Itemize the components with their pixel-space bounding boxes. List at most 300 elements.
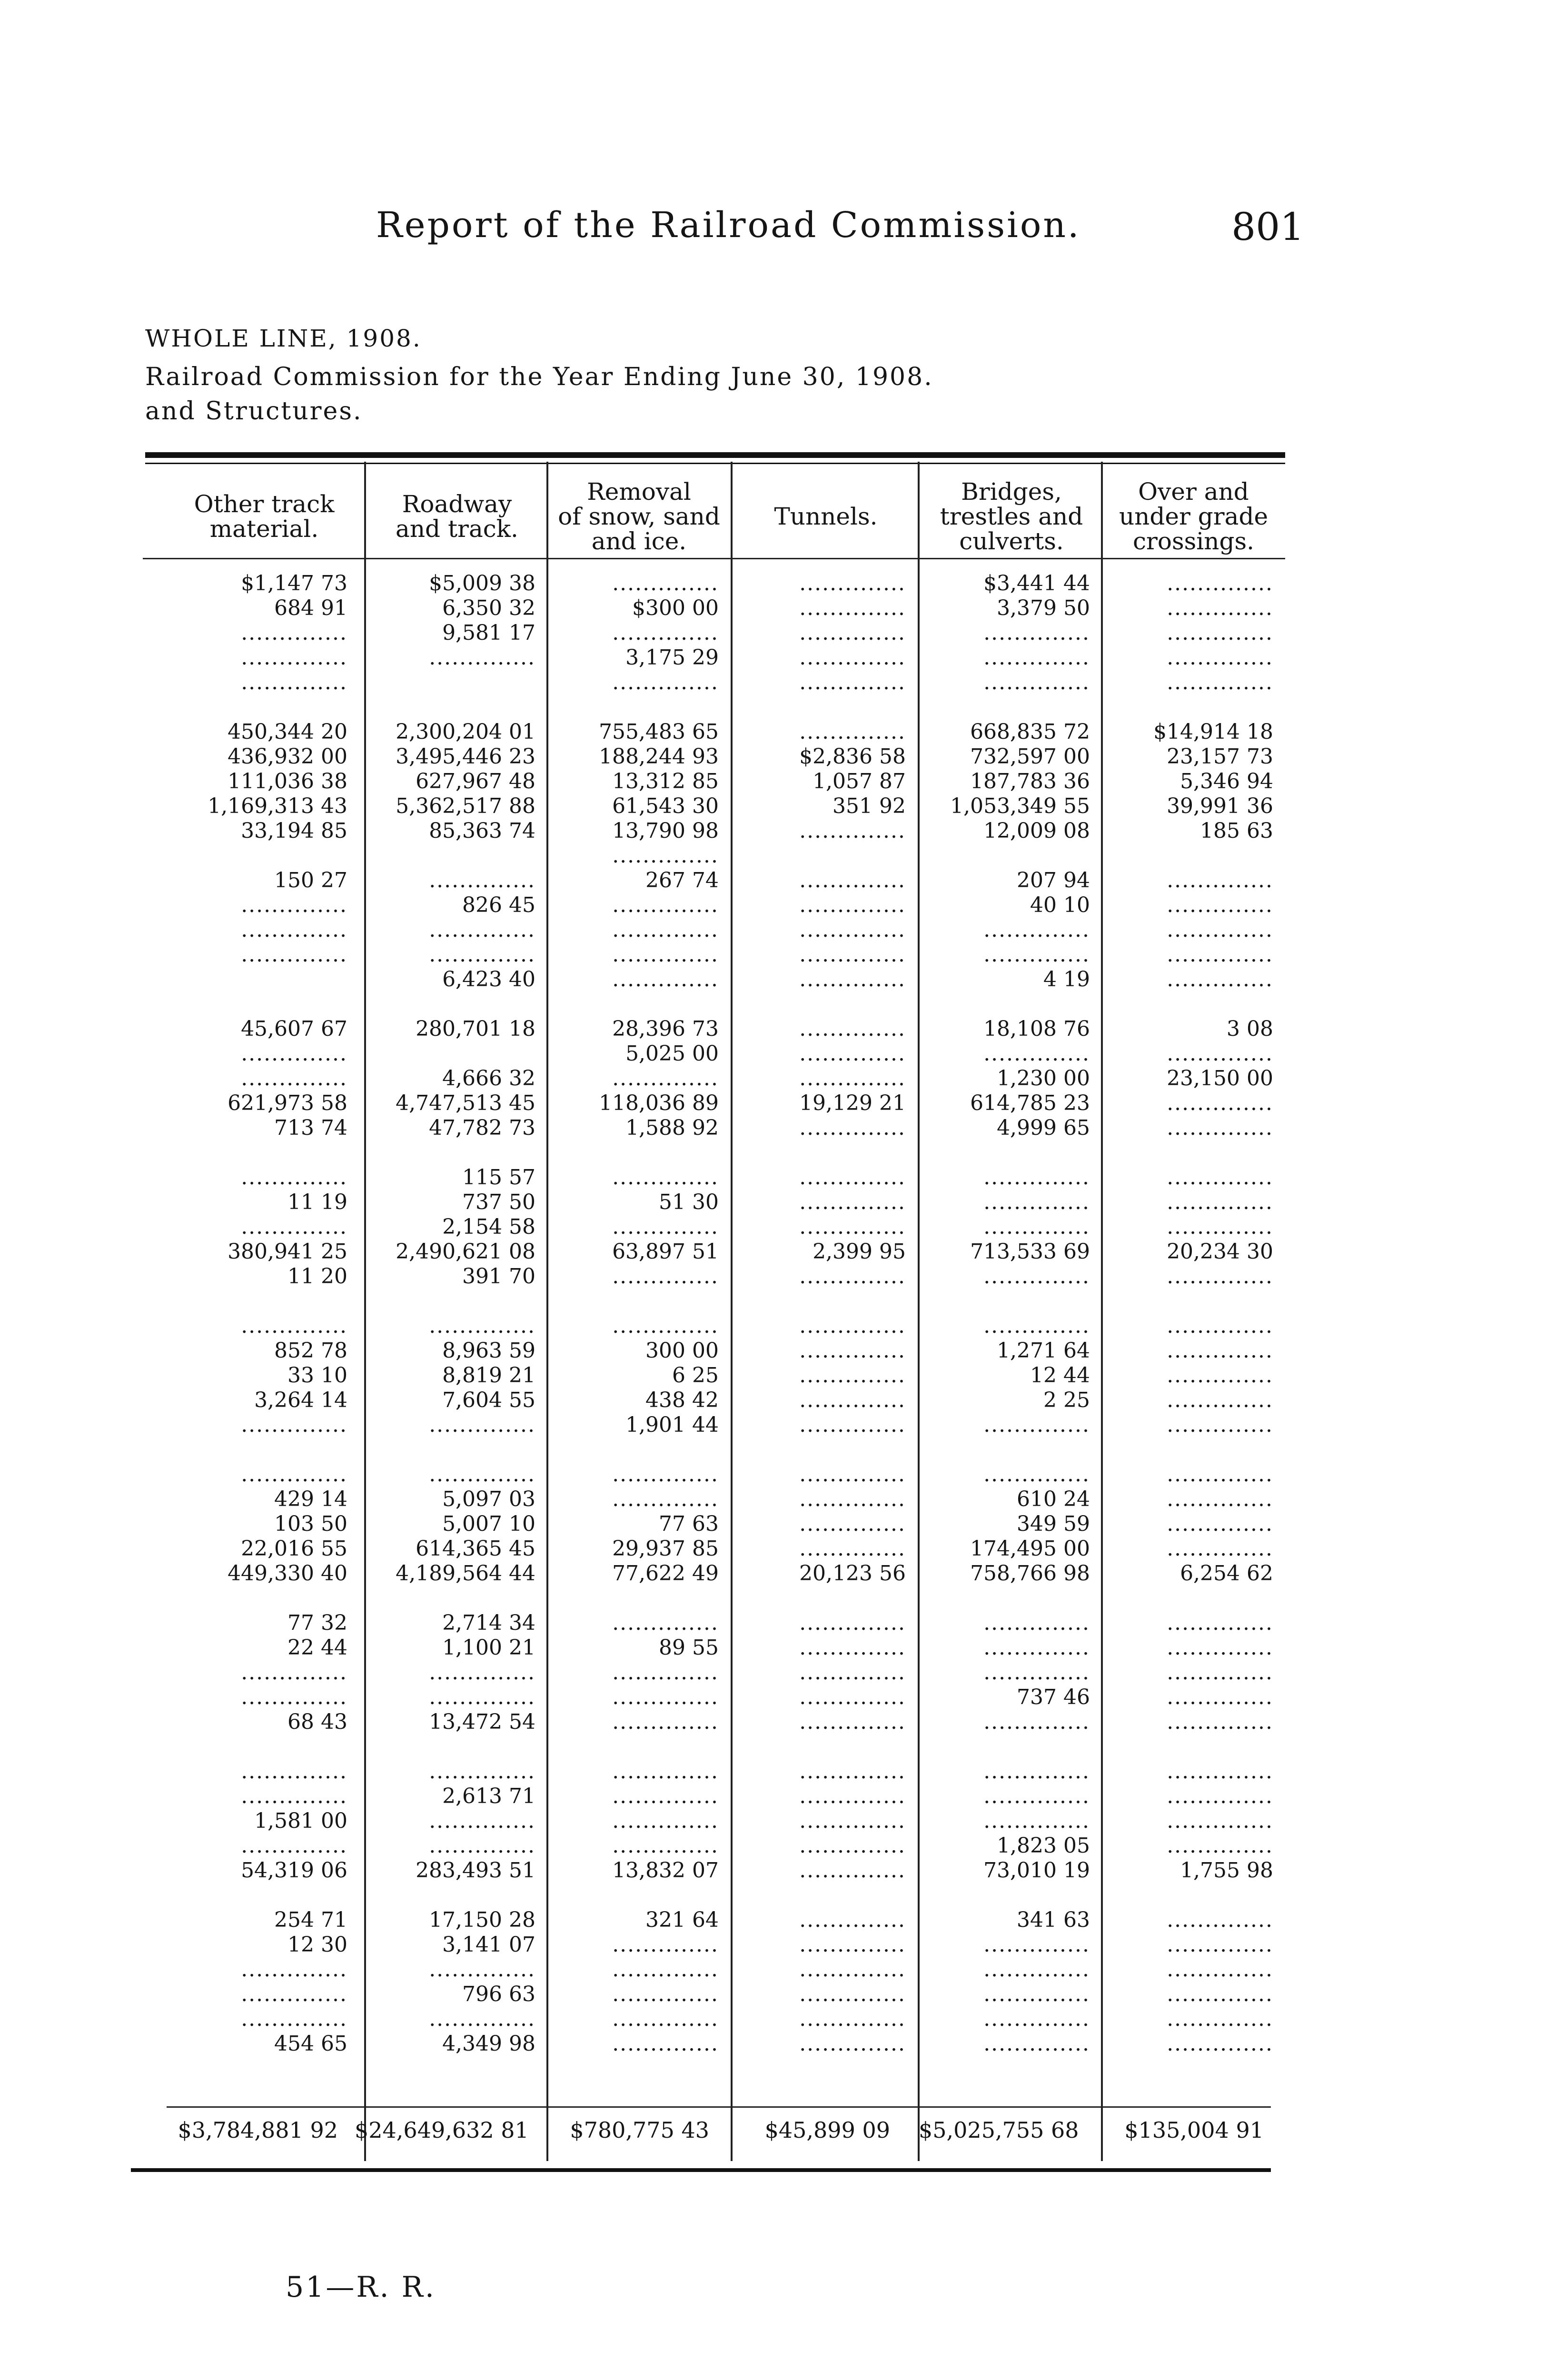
table-cell: 614,785 23 [970, 1091, 1090, 1115]
table-cell: .............. [799, 1809, 906, 1833]
table-cell: .............. [799, 819, 906, 843]
table-cell: .............. [1167, 1041, 1273, 1066]
column-header-grade-crossings: Over and under grade crossings. [1119, 478, 1269, 555]
table-cell: 4,747,513 45 [396, 1091, 535, 1115]
table-cell: .............. [241, 1685, 347, 1709]
table-cell: .............. [983, 1611, 1090, 1635]
table-cell: .............. [799, 1512, 906, 1536]
bottom-rule [131, 2168, 1271, 2172]
table-cell: .............. [799, 1858, 906, 1883]
table-cell: 351 92 [832, 794, 906, 818]
table-cell: 438 42 [645, 1388, 719, 1412]
table-cell: .............. [799, 1413, 906, 1437]
table-cell: 4,999 65 [997, 1116, 1090, 1140]
table-cell: 341 63 [1017, 1908, 1090, 1932]
table-cell: .............. [799, 1685, 906, 1709]
table-cell: .............. [983, 1759, 1090, 1784]
table-cell: .............. [799, 2007, 906, 2031]
table-cell: $300 00 [632, 596, 719, 620]
table-cell: .............. [1167, 967, 1273, 992]
table-cell: .............. [429, 645, 535, 670]
table-cell: 23,157 73 [1167, 744, 1273, 769]
table-cell: 7,604 55 [442, 1388, 535, 1412]
table-cell: .............. [612, 1710, 719, 1734]
table-cell: .............. [799, 942, 906, 967]
table-cell: .............. [1167, 1834, 1273, 1858]
table-cell: 4 19 [1043, 967, 1090, 992]
table-cell: .............. [799, 1660, 906, 1685]
table-cell: 17,150 28 [429, 1908, 535, 1932]
table-cell: .............. [241, 1066, 347, 1091]
table-cell: .............. [1167, 1512, 1273, 1536]
table-cell: 103 50 [274, 1512, 347, 1536]
table-cell: 11 19 [287, 1190, 347, 1214]
table-cell: .............. [1167, 1809, 1273, 1833]
table-cell: .............. [612, 1264, 719, 1289]
table-cell: 3 08 [1227, 1017, 1273, 1041]
table-cell: 1,100 21 [442, 1636, 535, 1660]
table-cell: 39,991 36 [1167, 794, 1273, 818]
table-cell: .............. [799, 1636, 906, 1660]
top-rule [145, 452, 1285, 458]
table-cell: .............. [429, 1413, 535, 1437]
table-cell: .............. [241, 1660, 347, 1685]
top-rule-thin [145, 463, 1285, 464]
table-cell: 732,597 00 [970, 744, 1090, 769]
table-cell: .............. [799, 1784, 906, 1808]
table-cell: .............. [612, 1933, 719, 1957]
table-cell: .............. [799, 1388, 906, 1412]
table-cell: .............. [983, 645, 1090, 670]
table-cell: .............. [1167, 2032, 1273, 2056]
table-cell: 33 10 [287, 1363, 347, 1388]
table-cell: 188,244 93 [599, 744, 719, 769]
table-cell: 63,897 51 [612, 1240, 719, 1264]
table-cell: .............. [241, 1982, 347, 2006]
total-rule [167, 2106, 1271, 2108]
table-cell: .............. [241, 1834, 347, 1858]
total-tunnels: $45,899 09 [764, 2117, 890, 2143]
table-cell: .............. [1167, 1462, 1273, 1487]
table-cell: .............. [983, 918, 1090, 942]
table-cell: 61,543 30 [612, 794, 719, 818]
table-cell: 207 94 [1017, 868, 1090, 892]
table-cell: 852 78 [274, 1339, 347, 1363]
table-cell: 758,766 98 [970, 1561, 1090, 1586]
table-cell: .............. [429, 1957, 535, 1982]
table-cell: $2,836 58 [799, 744, 906, 769]
table-cell: 1,271 64 [997, 1339, 1090, 1363]
table-cell: .............. [799, 1215, 906, 1239]
table-cell: .............. [983, 1636, 1090, 1660]
table-cell: .............. [983, 1809, 1090, 1833]
table-cell: .............. [1167, 1957, 1273, 1982]
table-cell: .............. [612, 1809, 719, 1833]
table-cell: .............. [799, 1759, 906, 1784]
table-cell: .............. [1167, 596, 1273, 620]
table-cell: 118,036 89 [599, 1091, 719, 1115]
table-cell: .............. [799, 1462, 906, 1487]
table-cell: .............. [429, 868, 535, 892]
table-cell: .............. [429, 1462, 535, 1487]
table-cell: 13,832 07 [612, 1858, 719, 1883]
table-cell: .............. [241, 670, 347, 694]
table-cell: .............. [1167, 1636, 1273, 1660]
table-cell: $14,914 18 [1153, 720, 1273, 744]
table-cell: 4,189,564 44 [396, 1561, 535, 1586]
table-cell: 6,350 32 [442, 596, 535, 620]
table-cell: 2,300,204 01 [396, 720, 535, 744]
table-cell: .............. [799, 1487, 906, 1511]
table-cell: 4,349 98 [442, 2032, 535, 2056]
table-cell: .............. [612, 1165, 719, 1190]
table-cell: .............. [1167, 918, 1273, 942]
table-cell: 2,399 95 [813, 1240, 906, 1264]
total-other-track-material: $3,784,881 92 [178, 2117, 338, 2143]
table-cell: 5,025 00 [625, 1041, 719, 1066]
table-cell: .............. [1167, 1314, 1273, 1338]
table-cell: .............. [612, 1685, 719, 1709]
table-cell: .............. [1167, 1537, 1273, 1561]
table-cell: 1,823 05 [997, 1834, 1090, 1858]
table-cell: 280,701 18 [416, 1017, 535, 1041]
table-cell: .............. [1167, 1908, 1273, 1932]
table-cell: .............. [799, 621, 906, 645]
table-cell: 684 91 [274, 596, 347, 620]
table-cell: .............. [612, 1611, 719, 1635]
table-cell: 621,973 58 [228, 1091, 347, 1115]
table-cell: .............. [429, 1759, 535, 1784]
table-cell: 22,016 55 [241, 1537, 347, 1561]
table-cell: .............. [612, 1660, 719, 1685]
table-cell: 755,483 65 [599, 720, 719, 744]
table-cell: 54,319 06 [241, 1858, 347, 1883]
table-cell: .............. [241, 1759, 347, 1784]
table-cell: .............. [429, 918, 535, 942]
table-cell: 6 25 [672, 1363, 719, 1388]
table-cell: 29,937 85 [612, 1537, 719, 1561]
table-cell: 267 74 [645, 868, 719, 892]
table-cell: .............. [429, 1660, 535, 1685]
table-cell: 1,755 98 [1180, 1858, 1273, 1883]
table-cell: 1,169,313 43 [208, 794, 347, 818]
table-cell: .............. [612, 967, 719, 992]
table-cell: .............. [983, 1190, 1090, 1214]
table-cell: .............. [612, 843, 719, 868]
table-cell: 1,901 44 [625, 1413, 719, 1437]
table-cell: 12 30 [287, 1933, 347, 1957]
table-cell: 614,365 45 [416, 1537, 535, 1561]
table-cell: 22 44 [287, 1636, 347, 1660]
table-cell: .............. [612, 893, 719, 917]
table-cell: .............. [799, 1611, 906, 1635]
table-cell: .............. [1167, 868, 1273, 892]
table-cell: 3,379 50 [997, 596, 1090, 620]
table-cell: .............. [983, 670, 1090, 694]
table-cell: 187,783 36 [970, 769, 1090, 793]
table-cell: 115 57 [462, 1165, 535, 1190]
table-cell: 40 10 [1030, 893, 1090, 917]
table-cell: .............. [612, 670, 719, 694]
table-cell: .............. [1167, 1710, 1273, 1734]
table-cell: .............. [1167, 670, 1273, 694]
column-divider [1101, 462, 1103, 2161]
table-cell: 73,010 19 [983, 1858, 1090, 1883]
table-cell: 12,009 08 [983, 819, 1090, 843]
table-cell: .............. [799, 893, 906, 917]
table-cell: .............. [241, 893, 347, 917]
table-cell: 254 71 [274, 1908, 347, 1932]
table-cell: 5,362,517 88 [396, 794, 535, 818]
table-cell: .............. [429, 1834, 535, 1858]
table-cell: .............. [799, 1041, 906, 1066]
table-cell: .............. [1167, 1933, 1273, 1957]
table-cell: 3,264 14 [254, 1388, 347, 1412]
table-cell: .............. [799, 868, 906, 892]
table-cell: 283,493 51 [416, 1858, 535, 1883]
column-header-bridges-trestles-culverts: Bridges, trestles and culverts. [940, 478, 1083, 555]
table-cell: .............. [1167, 571, 1273, 595]
table-cell: 5,007 10 [442, 1512, 535, 1536]
table-cell: 5,097 03 [442, 1487, 535, 1511]
table-cell: 1,230 00 [997, 1066, 1090, 1091]
table-cell: 174,495 00 [970, 1537, 1090, 1561]
table-cell: .............. [612, 1982, 719, 2006]
table-cell: .............. [1167, 942, 1273, 967]
table-cell: 23,150 00 [1167, 1066, 1273, 1091]
table-cell: .............. [241, 1314, 347, 1338]
table-cell: 321 64 [645, 1908, 719, 1932]
table-cell: .............. [1167, 2007, 1273, 2031]
table-cell: .............. [241, 918, 347, 942]
table-cell: 5,346 94 [1180, 769, 1273, 793]
table-cell: .............. [612, 942, 719, 967]
table-cell: .............. [241, 1165, 347, 1190]
table-cell: .............. [983, 1165, 1090, 1190]
table-cell: .............. [983, 1982, 1090, 2006]
table-cell: .............. [1167, 621, 1273, 645]
table-cell: 796 63 [462, 1982, 535, 2006]
table-cell: 1,057 87 [813, 769, 906, 793]
page-number: 801 [1231, 205, 1304, 249]
table-cell: .............. [799, 1933, 906, 1957]
table-cell: .............. [1167, 1116, 1273, 1140]
table-cell: .............. [1167, 1165, 1273, 1190]
table-cell: 28,396 73 [612, 1017, 719, 1041]
table-cell: .............. [612, 1834, 719, 1858]
table-cell: .............. [799, 2032, 906, 2056]
table-cell: 300 00 [645, 1339, 719, 1363]
table-cell: .............. [799, 645, 906, 670]
table-cell: 6,254 62 [1180, 1561, 1273, 1586]
table-cell: .............. [799, 1710, 906, 1734]
table-cell: 85,363 74 [429, 819, 535, 843]
table-cell: .............. [612, 1066, 719, 1091]
header-rule [143, 558, 1285, 559]
table-cell: 4,666 32 [442, 1066, 535, 1091]
table-cell: 2 25 [1043, 1388, 1090, 1412]
table-cell: .............. [1167, 1660, 1273, 1685]
table-cell: $5,009 38 [429, 571, 535, 595]
table-cell: .............. [429, 2007, 535, 2031]
table-cell: .............. [612, 1957, 719, 1982]
column-header-tunnels: Tunnels. [774, 503, 878, 530]
table-cell: 454 65 [274, 2032, 347, 2056]
table-cell: 3,495,446 23 [396, 744, 535, 769]
table-cell: .............. [983, 1933, 1090, 1957]
table-cell: .............. [799, 1339, 906, 1363]
table-cell: 77 32 [287, 1611, 347, 1635]
table-cell: .............. [799, 1264, 906, 1289]
table-cell: 13,472 54 [429, 1710, 535, 1734]
table-caption-line-2: Railroad Commission for the Year Ending June 30, 1908. [145, 363, 933, 391]
table-caption-line-3: and Structures. [145, 397, 363, 426]
table-cell: .............. [799, 1982, 906, 2006]
table-cell: .............. [241, 1041, 347, 1066]
table-cell: .............. [983, 1215, 1090, 1239]
table-cell: 89 55 [659, 1636, 719, 1660]
total-roadway-and-track: $24,649,632 81 [355, 2117, 529, 2143]
table-cell: 610 24 [1017, 1487, 1090, 1511]
table-cell: 111,036 38 [228, 769, 347, 793]
table-cell: 1,588 92 [625, 1116, 719, 1140]
table-cell: .............. [799, 918, 906, 942]
table-cell: .............. [612, 918, 719, 942]
table-cell: .............. [241, 1215, 347, 1239]
table-cell: 47,782 73 [429, 1116, 535, 1140]
table-cell: .............. [1167, 1759, 1273, 1784]
table-cell: .............. [983, 1462, 1090, 1487]
table-cell: 349 59 [1017, 1512, 1090, 1536]
column-divider [364, 462, 366, 2161]
table-cell: .............. [612, 1314, 719, 1338]
table-cell: 713,533 69 [970, 1240, 1090, 1264]
table-cell: 2,154 58 [442, 1215, 535, 1239]
table-cell: 77,622 49 [612, 1561, 719, 1586]
table-cell: .............. [612, 2007, 719, 2031]
table-cell: .............. [1167, 1339, 1273, 1363]
table-cell: .............. [241, 1957, 347, 1982]
table-cell: .............. [429, 1809, 535, 1833]
table-cell: .............. [1167, 645, 1273, 670]
table-cell: .............. [983, 1660, 1090, 1685]
table-cell: 380,941 25 [228, 1240, 347, 1264]
table-cell: .............. [799, 1363, 906, 1388]
table-cell: .............. [612, 1462, 719, 1487]
table-cell: .............. [983, 1784, 1090, 1808]
table-cell: .............. [429, 942, 535, 967]
table-cell: 2,714 34 [442, 1611, 535, 1635]
total-removal-of-snow: $780,775 43 [570, 2117, 709, 2143]
table-cell: .............. [241, 942, 347, 967]
table-cell: .............. [1167, 893, 1273, 917]
table-cell: .............. [799, 670, 906, 694]
table-cell: 429 14 [274, 1487, 347, 1511]
table-cell: .............. [612, 1759, 719, 1784]
table-cell: .............. [1167, 1611, 1273, 1635]
table-cell: 713 74 [274, 1116, 347, 1140]
table-cell: $1,147 73 [241, 571, 347, 595]
table-cell: 449,330 40 [228, 1561, 347, 1586]
table-cell: 185 63 [1200, 819, 1273, 843]
table-cell: .............. [799, 1066, 906, 1091]
table-cell: 18,108 76 [983, 1017, 1090, 1041]
column-header-removal-of-snow: Removal of snow, sand and ice. [558, 478, 720, 555]
table-cell: 8,963 59 [442, 1339, 535, 1363]
table-cell: .............. [983, 621, 1090, 645]
table-cell: .............. [1167, 1215, 1273, 1239]
table-cell: 13,312 85 [612, 769, 719, 793]
table-cell: 2,613 71 [442, 1784, 535, 1808]
table-cell: 20,123 56 [799, 1561, 906, 1586]
column-header-other-track-material: Other track material. [194, 490, 335, 543]
table-cell: 1,581 00 [254, 1809, 347, 1833]
column-divider [546, 462, 548, 2161]
column-divider [918, 462, 920, 2161]
table-cell: .............. [1167, 1784, 1273, 1808]
table-cell: .............. [1167, 1388, 1273, 1412]
table-caption-line-1: WHOLE LINE, 1908. [145, 325, 422, 352]
table-cell: .............. [612, 1784, 719, 1808]
table-cell: 8,819 21 [442, 1363, 535, 1388]
table-cell: .............. [799, 720, 906, 744]
table-cell: .............. [1167, 1685, 1273, 1709]
table-cell: .............. [799, 1190, 906, 1214]
table-cell: .............. [799, 1957, 906, 1982]
table-cell: .............. [983, 942, 1090, 967]
table-cell: .............. [799, 1314, 906, 1338]
table-cell: 627,967 48 [416, 769, 535, 793]
table-cell: 391 70 [462, 1264, 535, 1289]
table-cell: .............. [612, 621, 719, 645]
table-cell: 737 50 [462, 1190, 535, 1214]
table-cell: .............. [612, 1487, 719, 1511]
table-cell: .............. [983, 1957, 1090, 1982]
table-cell: .............. [612, 1215, 719, 1239]
table-cell: .............. [1167, 1982, 1273, 2006]
table-cell: .............. [799, 571, 906, 595]
table-cell: .............. [429, 1314, 535, 1338]
table-cell: .............. [799, 1165, 906, 1190]
table-cell: .............. [612, 2032, 719, 2056]
table-cell: 150 27 [274, 868, 347, 892]
table-cell: .............. [1167, 1091, 1273, 1115]
table-cell: .............. [241, 2007, 347, 2031]
table-cell: .............. [799, 1017, 906, 1041]
table-cell: 68 43 [287, 1710, 347, 1734]
table-cell: .............. [429, 1685, 535, 1709]
table-cell: .............. [241, 1462, 347, 1487]
table-cell: .............. [1167, 1190, 1273, 1214]
total-grade-crossings: $135,004 91 [1124, 2117, 1264, 2143]
table-cell: 11 20 [287, 1264, 347, 1289]
table-cell: .............. [983, 1264, 1090, 1289]
table-cell: 19,129 21 [799, 1091, 906, 1115]
table-cell: 77 63 [659, 1512, 719, 1536]
table-cell: 3,175 29 [625, 645, 719, 670]
table-cell: 45,607 67 [241, 1017, 347, 1041]
table-cell: 3,141 07 [442, 1933, 535, 1957]
table-cell: 9,581 17 [442, 621, 535, 645]
table-cell: .............. [1167, 1487, 1273, 1511]
table-cell: .............. [1167, 1363, 1273, 1388]
table-cell: 33,194 85 [241, 819, 347, 843]
table-cell: 668,835 72 [970, 720, 1090, 744]
table-cell: 826 45 [462, 893, 535, 917]
table-cell: .............. [799, 596, 906, 620]
total-bridges-trestles-culverts: $5,025,755 68 [919, 2117, 1079, 2143]
table-cell: 450,344 20 [228, 720, 347, 744]
